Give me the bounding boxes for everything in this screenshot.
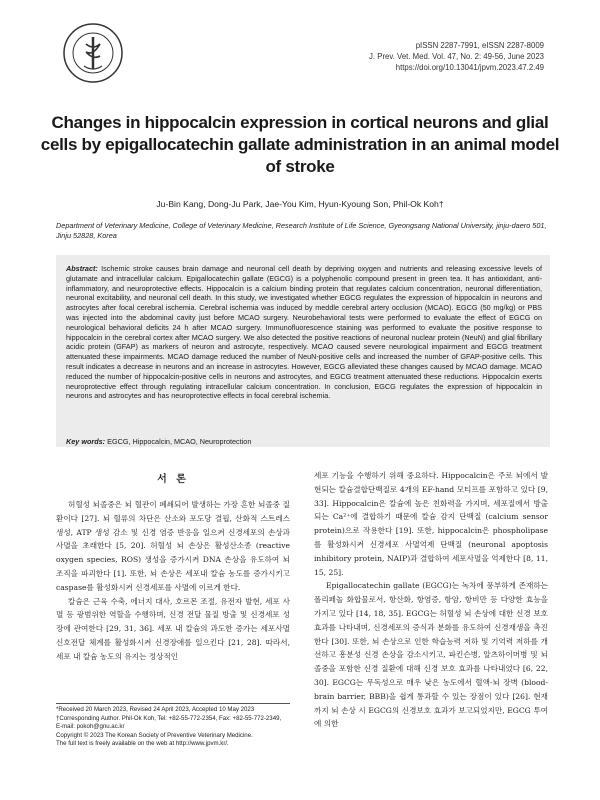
society-logo	[62, 22, 124, 84]
intro-paragraph: 허혈성 뇌졸중은 뇌 혈관이 폐쇄되어 발생하는 가장 흔한 뇌졸중 질환이다 [27]. 뇌 혈류의 차단은 산소와 포도당 결핍, 산화적 스트레스 생성, ATP 생성 감소 및 신경 염증 반응을 일으켜 신경세포의 손상과 사멸을 초래한다 [5, 20]. 허혈성 뇌 손상은 활성산소종 (reactive oxygen species, ROS) 생성을 증가시켜 DNA 손상을 유도하여 뇌 조직을 파괴한다 [1]. 또한, 뇌 손상은 세포내 칼슘 농도를 증가시키고 caspase를 활성화시켜 신경세포를 사멸에 이르게 한다.	[56, 500, 290, 592]
doi-link[interactable]: https://doi.org/10.13041/jpvm.2023.47.2.49	[395, 63, 544, 72]
footnote-divider	[56, 703, 290, 704]
corresponding-author: †Corresponding Author. Phil-Ok Koh, Tel: +82-55-772-2354, Fax: +82-55-772-2349,	[56, 714, 282, 722]
abstract-label: Abstract:	[66, 264, 98, 273]
intro-paragraph: Epigallocatechin gallate (EGCG)는 녹차에 풍부하게 존재하는 폴리페놀 화합물로서, 항산화, 항염증, 항암, 항비만 등 다양한 효능을 가지고 있다 [14, 18, 35]. EGCG는 허혈성 뇌 손상에 대한 신경 보호 효과를 나타내며, 신경세포의 증식과 분화를 유도하여 신경재생을 촉진한다 [30]. 또한, 뇌 손상으로 인한 학습능력 저하 및 기억력 저하를 개선하고 흥분성 신경 손상을 감소시키고, 파킨슨병, 알츠하이머병 및 뇌졸중을 포함한 신경 질환에 대해 신경 보호 효과를 나타내었다 [6, 22, 30]. EGCG는 무독성으로 매우 낮은 농도에서 혈액-뇌 장벽 (blood-brain barrier, BBB)을 쉽게 통과할 수 있는 장점이 있다 [26]. 현재까지 뇌 손상 시 EGCG의 신경보호 효과가 보고되었지만, EGCG 투여에 의한	[314, 581, 548, 729]
paper-title: Changes in hippocalcin expression in cortical neurons and glial cells by epigallocatechin gallate administration in an animal model of stroke	[40, 113, 560, 176]
keywords	[66, 437, 542, 446]
right-column	[314, 469, 548, 731]
affiliation: Department of Veterinary Medicine, College of Veterinary Medicine, Research Institute of Life Science, Gyeongsang National University, jinju-daero 501, Jinju 52828, Korea	[56, 221, 547, 240]
intro-paragraph: 칼슘은 근육 수축, 에너지 대사, 호르몬 조절, 유전자 발현, 세포 사멸 등 광범위한 역할을 수행하며, 신경 전달 물질 방출 및 신경세포 성장에 관여한다 [29, 31, 36]. 세포 내 칼슘의 과도한 증가는 세포사멸 신호전달 체계를 활성화시켜 신경장애를 일으킨다 [21, 28]. 따라서, 세포 내 칼슘 농도의 유지는 정상적인	[56, 596, 290, 661]
section-title-introduction: 서 론	[157, 474, 189, 485]
copyright-line: Copyright © 2023 The Korean Society of Preventive Veterinary Medicine.	[56, 731, 253, 739]
keywords-label: Key words:	[66, 437, 106, 446]
abstract-text: Ischemic stroke causes brain damage and neuronal cell death by depriving oxygen and nutrients and releasing excessive levels of glutamate and intracellular calcium. Epigallocatechin gallate (EGCG) is a polyphenolic compound present in green tea. It has antioxidant, anti-inflammatory, and neuroprotective effects. Hippocalcin is a calcium binding protein that regulates calcium concentration, neuronal differentiation, neuronal excitability, and neuronal cell death. In this study, we investigated whether EGCG regulates the expression of hippocalcin in neurons and astrocytes after focal cerebral ischemia. Cerebral ischemia was induced by meddle cerebral artery occlusion (MCAO). EGCG (50 mg/kg) or PBS was injected into the abdominal cavity just before MCAO surgery. Neurobehavioral tests were performed to evaluate the effect of EGCG on neurological behavioral deficits 24 h after MCAO surgery. Immunofluorescence staining was performed to evaluate the positive response to hippocalcin in the cerebral cortex after MCAO surgery. We also detected the positive reactions of neuronal nuclear protein (NeuN) and glial fibrillary acidic protein (GFAP) as markers of neuron and astrocyte, respectively. MCAO caused severe neurological impairment and EGCG treatment attenuated these impairments. MCAO damage reduced the number of NeuN-positive cells and increased the number of GFAP-positive cells. This result indicates a decrease in neurons and an increase in astrocytes. However, EGCG alleviated these changes caused by MCAO damage. MCAO reduced the number of hippocalcin-positive cells in neurons and astrocytes, and EGCG treatment attenuated these reductions. Hippocalcin exerts neuroprotective effect through regulating intracellular calcium concentration. In conclusion, EGCG regulates the expression of hippocalcin in neurons and astrocytes and has neuroprotective effects in focal cerebral ischemia.	[66, 264, 542, 401]
author-list: Ju-Bin Kang, Dong-Ju Park, Jae-You Kim, Hyun-Kyoung Son, Phil-Ok Koh†	[156, 199, 444, 209]
received-dates: *Received 20 March 2023, Revised 24 April 2023, Accepted 10 May 2023	[56, 706, 255, 713]
abstract	[66, 264, 542, 401]
footnotes	[56, 706, 296, 749]
society-seal-icon	[62, 22, 124, 84]
author-email[interactable]: E-mail: pokoh@gnu.ac.kr	[56, 723, 125, 731]
journal-reference: J. Prev. Vet. Med. Vol. 47, No. 2: 49-56, June 2023	[369, 52, 544, 61]
full-text-link[interactable]: The full text is freely available on the web at http://www.jpvm.kr/.	[56, 740, 229, 748]
intro-paragraph: 세포 기능을 수행하기 위해 중요하다. Hippocalcin은 주로 뇌에서 발현되는 칼슘결합단백질로 4개의 EF-hand 모티프를 포함하고 있다 [9, 33]. Hippocalcin은 칼슘에 높은 친화력을 가지며, 세포질에서 방출되는 Ca²⁺에 결합하기 때문에 칼슘 감지 단백질 (calcium sensor protein)으로 작용한다 [19]. 또한, hippocalcin은 phospholipase를 활성화시켜 신경세포 사멸억제 단백질 (neuronal apoptosis inhibitory protein, NAIP)과 결합하여 세포사멸을 억제한다 [8, 11, 15, 25].	[314, 471, 548, 577]
issn-line: pISSN 2287-7991, eISSN 2287-8009	[415, 41, 544, 50]
keywords-text: EGCG, Hippocalcin, MCAO, Neuroprotection	[107, 437, 252, 446]
journal-header	[369, 40, 544, 73]
left-column	[56, 498, 290, 664]
